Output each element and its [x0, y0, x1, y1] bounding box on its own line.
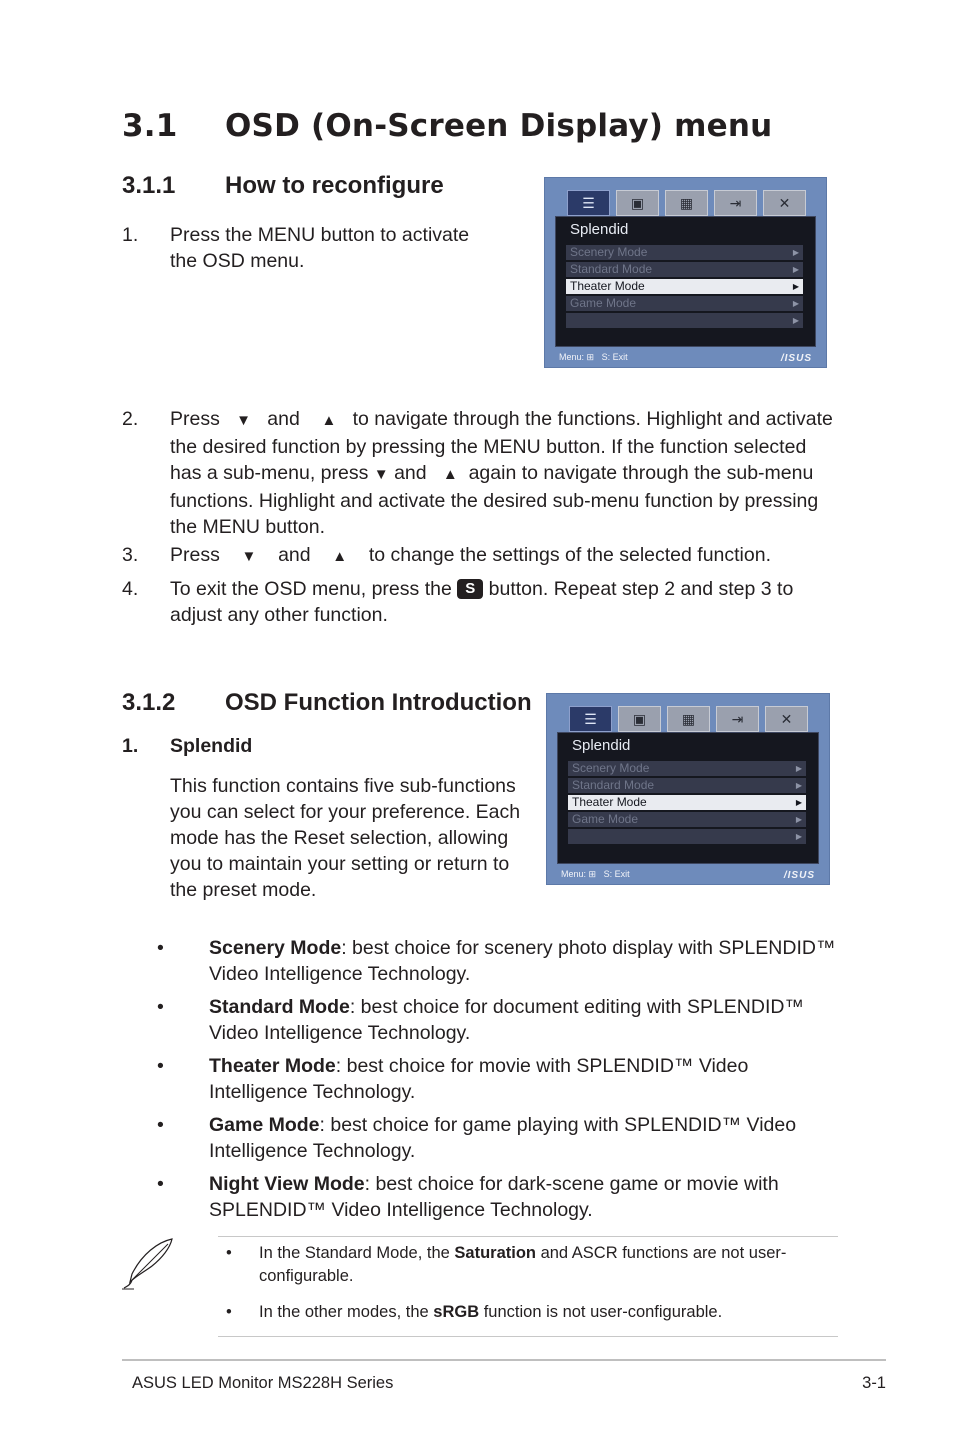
- note-1: • In the Standard Mode, the Saturation and ASCR functions are not user-configurable.: [226, 1244, 787, 1285]
- step-number: 2.: [122, 408, 139, 430]
- down-arrow-icon: ▼: [373, 466, 389, 483]
- step-number: 3.: [122, 544, 139, 566]
- image-icon: ▣: [616, 190, 659, 216]
- footer-title: ASUS LED Monitor MS228H Series: [132, 1374, 394, 1392]
- menu-icon: ⊞: [588, 869, 597, 879]
- splendid-description: This function contains five sub-functions you can select for your preference. Each mode has the Reset selection, allowing you to maintain your setting or return to the preset mode.: [170, 775, 521, 901]
- osd-title: Splendid: [572, 737, 631, 754]
- splendid-icon: ☰: [569, 706, 612, 732]
- item-splendid: [122, 733, 252, 759]
- step-text: Press ▼ and ▲ to change the settings of the selected function.: [170, 542, 842, 570]
- input-icon: ⇥: [716, 706, 759, 732]
- osd-row: Scenery Mode ▶: [568, 761, 806, 776]
- section-title: OSD Function Introduction: [225, 689, 532, 716]
- page-title-text: OSD (On-Screen Display) menu: [225, 108, 773, 144]
- osd-row-selected: Theater Mode ▶: [568, 795, 806, 810]
- asus-logo: /ISUS: [780, 353, 812, 364]
- note-2: • In the other modes, the sRGB function is not user-configurable.: [226, 1303, 723, 1321]
- item-number: 1.: [122, 735, 139, 757]
- osd-footer: Menu: ⊞ S: Exit: [561, 869, 630, 879]
- section-number: 3.1.2: [122, 689, 176, 716]
- section-heading-reconfigure: [122, 172, 444, 200]
- step-text: Press ▼ and ▲ to navigate through the functions. Highlight and activate the desired function by pressing the MENU button. If the function selected has a sub-menu, press ▼ and ▲ again to navigate through the sub-menu functions. Highlight and activate the desired sub-menu function by pressing the MENU button.: [170, 408, 833, 538]
- footer-divider: [122, 1359, 886, 1361]
- osd-row: Game Mode ▶: [566, 296, 803, 311]
- osd-footer: Menu: ⊞ S: Exit: [559, 352, 628, 362]
- page-title: [122, 108, 772, 144]
- osd-rows: [568, 761, 806, 846]
- step-text: To exit the OSD menu, press the S button. Repeat step 2 and step 3 to adjust any other function.: [170, 578, 794, 626]
- osd-row: Standard Mode ▶: [568, 778, 806, 793]
- osd-tab-bar: [569, 706, 823, 732]
- page-number: 3-1: [862, 1374, 886, 1392]
- osd-row: ▶: [568, 829, 806, 844]
- bullet-scenery: • Scenery Mode: best choice for scenery photo display with SPLENDID™ Video Intelligence Technology.: [157, 937, 836, 985]
- note-feather-icon: [122, 1236, 178, 1292]
- step-1: [122, 222, 482, 274]
- bullet-night-view: • Night View Mode: best choice for dark-scene game or movie with SPLENDID™ Video Intelligence Technology.: [157, 1173, 779, 1221]
- menu-icon: ⊞: [586, 352, 595, 362]
- osd-rows: [566, 245, 803, 330]
- item-title: Splendid: [170, 735, 253, 757]
- osd-row: ▶: [566, 313, 803, 328]
- settings-icon: ✕: [763, 190, 806, 216]
- bullet-standard: • Standard Mode: best choice for document editing with SPLENDID™ Video Intelligence Technology.: [157, 996, 804, 1044]
- osd-row: Scenery Mode ▶: [566, 245, 803, 260]
- osd-screen: [557, 732, 819, 864]
- down-arrow-icon: ▼: [241, 548, 257, 565]
- image-icon: ▣: [618, 706, 661, 732]
- osd-screen: [555, 216, 816, 347]
- section-title: How to reconfigure: [225, 172, 444, 199]
- color-icon: ▦: [667, 706, 710, 732]
- s-button-icon: S: [457, 579, 483, 599]
- splendid-icon: ☰: [567, 190, 610, 216]
- step-number: 1.: [122, 224, 139, 246]
- osd-menu-image-2: [546, 693, 830, 885]
- bullet-game: • Game Mode: best choice for game playing with SPLENDID™ Video Intelligence Technology.: [157, 1114, 797, 1162]
- osd-title: Splendid: [570, 221, 629, 238]
- up-arrow-icon: ▲: [332, 548, 348, 565]
- step-2: [122, 406, 842, 540]
- settings-icon: ✕: [765, 706, 808, 732]
- step-3: [122, 542, 842, 570]
- page-title-number: 3.1: [122, 108, 178, 144]
- osd-menu-image: [544, 177, 827, 368]
- up-arrow-icon: ▲: [321, 412, 337, 429]
- input-icon: ⇥: [714, 190, 757, 216]
- step-number: 4.: [122, 578, 139, 600]
- osd-row: Standard Mode ▶: [566, 262, 803, 277]
- section-heading-osd-function: [122, 689, 532, 717]
- section-number: 3.1.1: [122, 172, 176, 199]
- up-arrow-icon: ▲: [442, 466, 458, 483]
- osd-row-selected: Theater Mode ▶: [566, 279, 803, 294]
- osd-row: Game Mode ▶: [568, 812, 806, 827]
- color-icon: ▦: [665, 190, 708, 216]
- step-text: Press the MENU button to activate the OSD menu.: [170, 224, 470, 272]
- osd-tab-bar: [567, 190, 820, 216]
- down-arrow-icon: ▼: [236, 412, 251, 429]
- bullet-theater: • Theater Mode: best choice for movie with SPLENDID™ Video Intelligence Technology.: [157, 1055, 749, 1103]
- asus-logo: /ISUS: [783, 870, 815, 881]
- step-4: [122, 576, 842, 628]
